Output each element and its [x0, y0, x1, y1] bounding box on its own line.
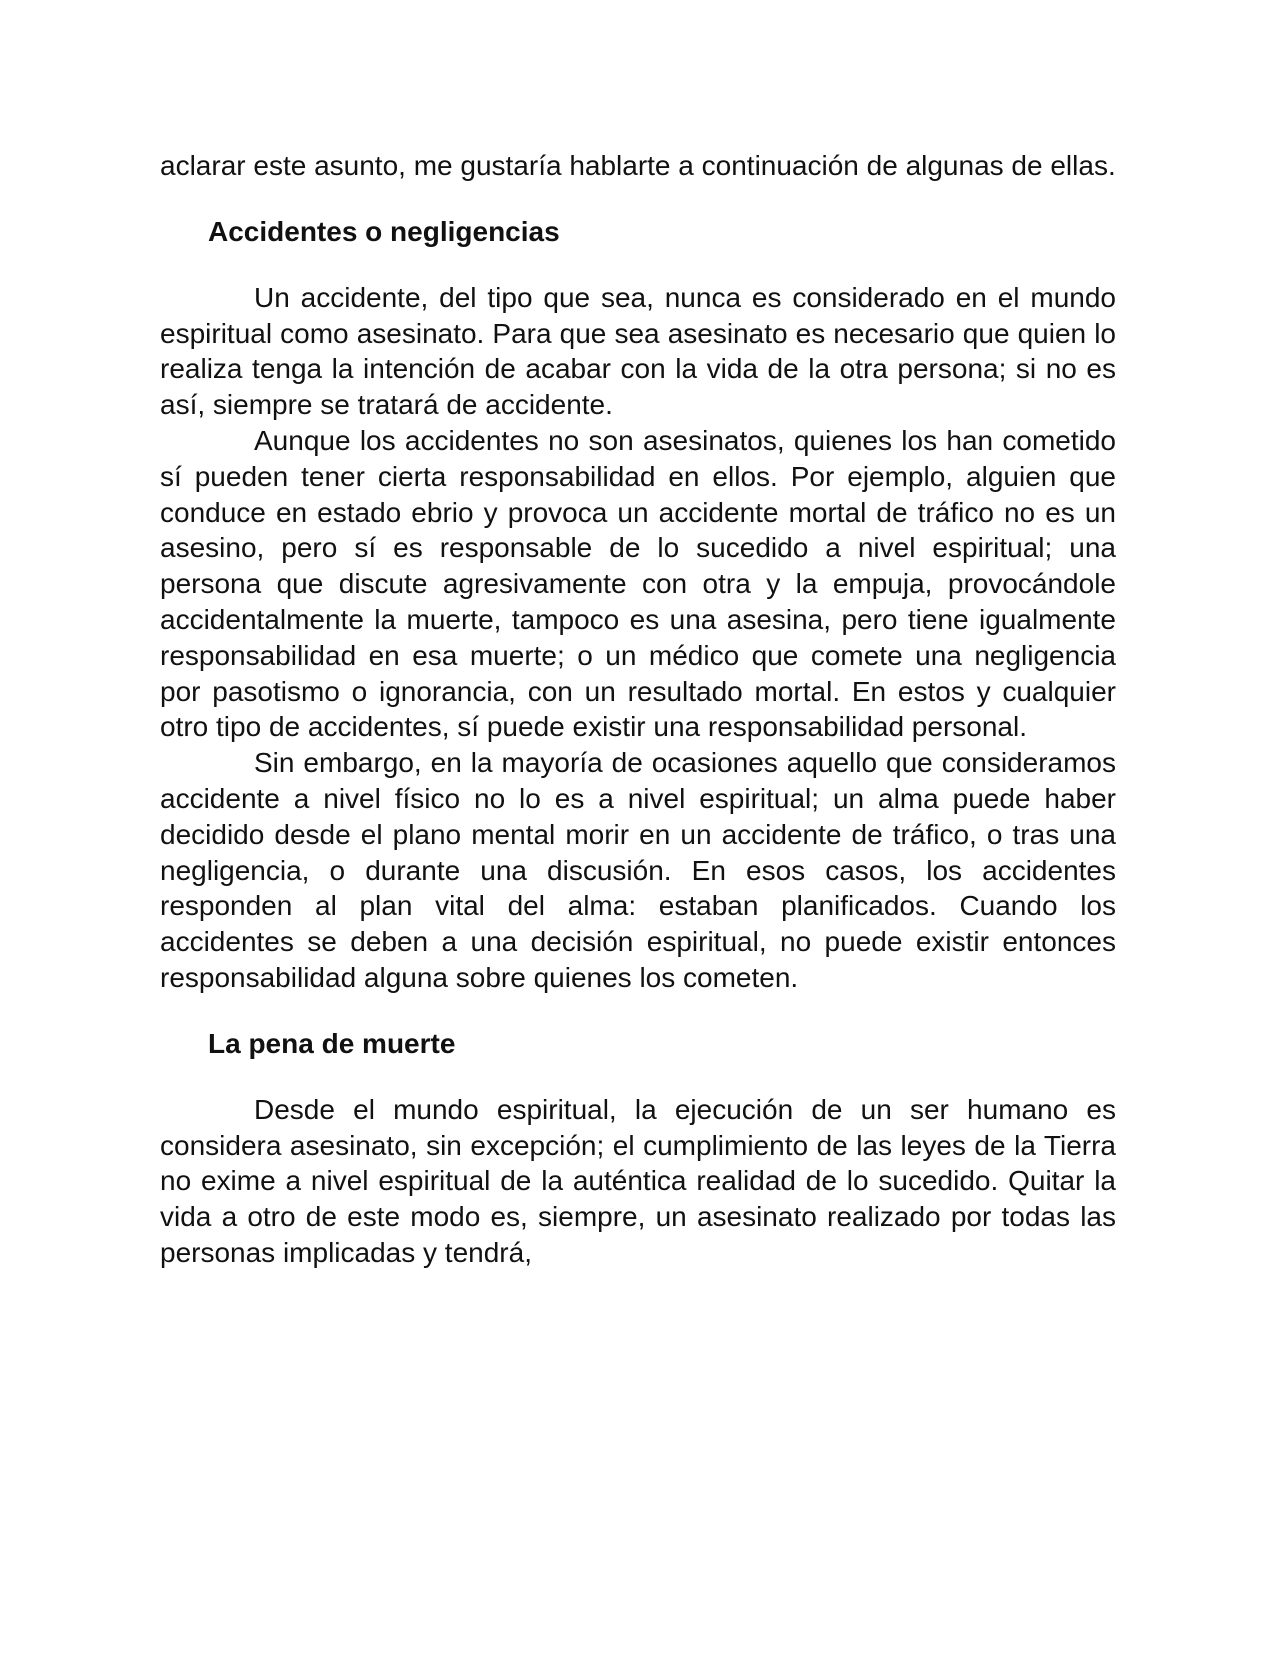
body-paragraph: Un accidente, del tipo que sea, nunca es considerado en el mundo espiritual como asesinato. Para que sea asesinato es necesario que quien lo realiza tenga la intención de acabar con la vida de la otra persona; si no es así, siempre se tratará de accidente.	[160, 281, 1116, 421]
body-paragraph: Sin embargo, en la mayoría de ocasiones aquello que consideramos accidente a nivel físico no lo es a nivel espiritual; un alma puede haber decidido desde el plano mental morir en un accidente de tráfico, o tras una negligencia, o durante una discusión. En esos casos, los accidentes responden al plan vital del alma: estaban planificados. Cuando los accidentes se deben a una decisión espiritual, no puede existir entonces responsabilidad alguna sobre quienes los cometen.	[160, 747, 1116, 993]
body-paragraph: Desde el mundo espiritual, la ejecución de un ser humano es considera asesinato, sin excepción; el cumplimiento de las leyes de la Tierra no exime a nivel espiritual de la auténtica realidad de lo sucedido. Quitar la vida a otro de este modo es, siempre, un asesinato realizado por todas las personas implicadas y tendrá,	[160, 1093, 1116, 1268]
section-body-accidentes	[160, 280, 1116, 996]
body-paragraph: Aunque los accidentes no son asesinatos, quienes los han cometido sí pueden tener cierta responsabilidad en ellos. Por ejemplo, alguien que conduce en estado ebrio y provoca un accidente mortal de tráfico no es un asesino, pero sí es responsable de lo sucedido a nivel espiritual; una persona que discute agresivamente con otra y la empuja, provocándole accidentalmente la muerte, tampoco es una asesina, pero tiene igualmente responsabilidad en esa muerte; o un médico que comete una negligencia por pasotismo o ignorancia, con un resultado mortal. En estos y cualquier otro tipo de accidentes, sí puede existir una responsabilidad personal.	[160, 424, 1116, 743]
section-heading-pena-de-muerte: La pena de muerte	[208, 1027, 456, 1059]
document-page	[160, 148, 1116, 1271]
section-body-pena-de-muerte	[160, 1092, 1116, 1271]
intro-paragraph: aclarar este asunto, me gustaría hablarte a continuación de algunas de ellas.	[160, 150, 1116, 181]
section-heading-accidentes: Accidentes o negligencias	[208, 215, 560, 247]
